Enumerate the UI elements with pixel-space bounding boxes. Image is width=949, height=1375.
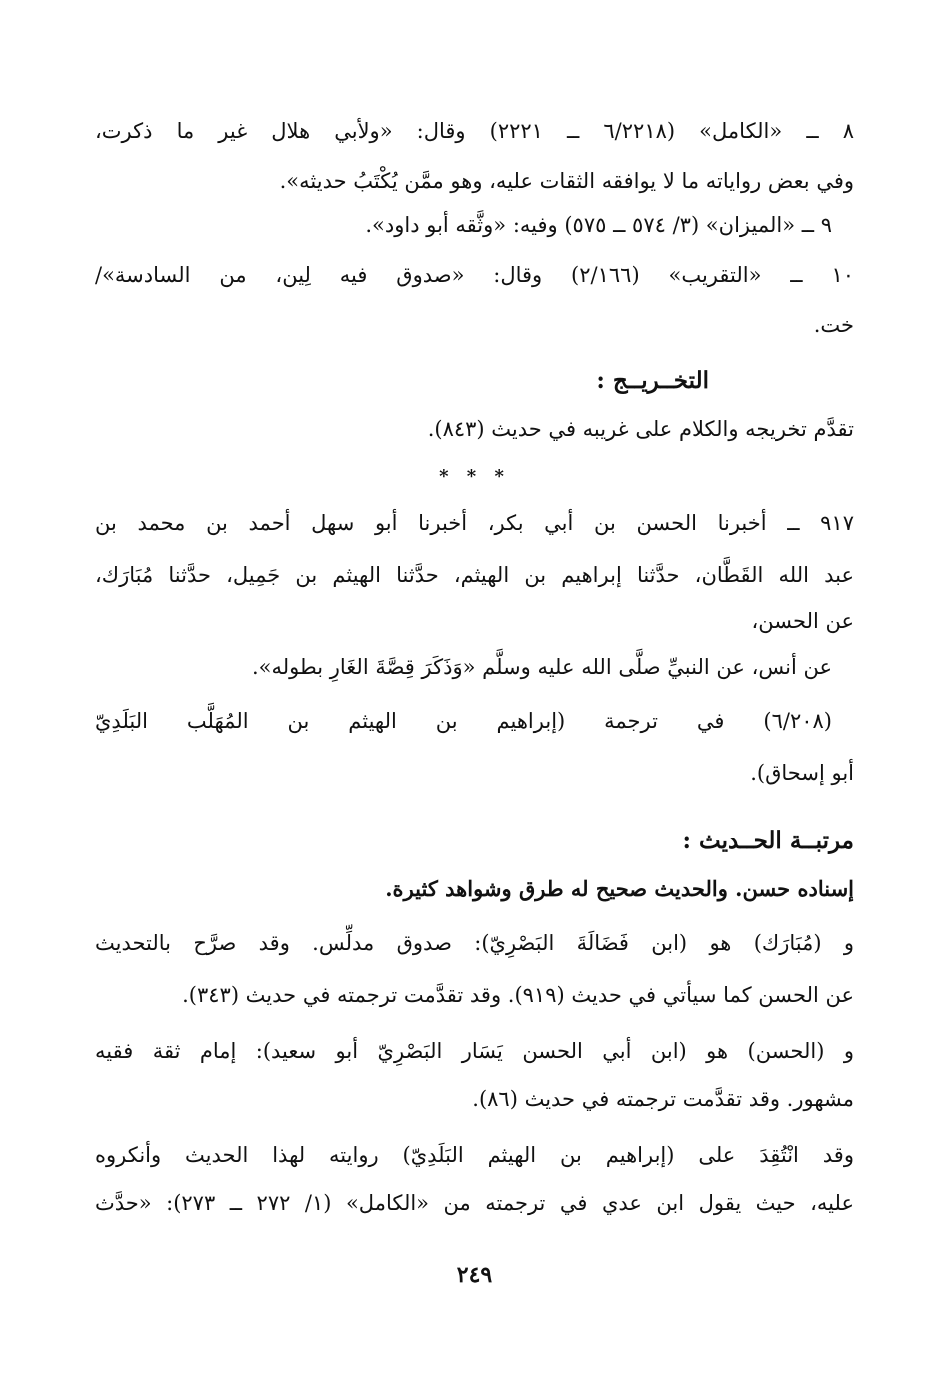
mubarak-line-1: و (مُبَارَك) هو (ابن فَضَالَةَ البَصْرِيّ): صدوق مدلِّس. وقد صرَّح بالتحديث [95,931,854,955]
intiqad-line-2: عليه، حيث يقول ابن عدي في ترجمته من «الكامل» (١/ ٢٧٢ ــ ٢٧٣): «حدَّث [95,1191,854,1215]
takhrij-heading: التخــريــج : [596,367,709,394]
hasan-line-2: مشهور. وقد تقدَّمت ترجمته في حديث (٨٦). [472,1087,854,1111]
note-10-line-2: خت. [813,313,854,337]
hadith-line-6: أبو إسحاق). [750,761,854,785]
hadith-line-3: عن الحسن، [751,609,854,633]
page-number: ٢٤٩ [456,1262,493,1288]
hadith-line-4: عن أنس، عن النبيِّ صلَّى الله عليه وسلَّم «وَذَكَرَ قِصَّةَ الغَارِ بطوله». [251,655,832,679]
hadith-line-1: ٩١٧ ــ أخبرنا الحسن بن أبي بكر، أخبرنا أبو سهل أحمد بن محمد بن [95,511,854,535]
document-page [95,0,854,1375]
note-8-line-1: ٨ ــ «الكامل» (٦/٢٢١٨ ــ ٢٢٢١) وقال: «ولأبي هلال غير ما ذكرت، [95,119,854,143]
intiqad-line-1: وقد انْتُقِدَ على (إبراهيم بن الهيثم البَلَدِيّ) روايته لهذا الحديث وأنكروه [95,1143,854,1167]
note-8-line-2: وفي بعض رواياته ما لا يوافقه الثقات عليه، وهو ممَّن يُكْتَبُ حديثه». [279,169,854,193]
mubarak-line-2: عن الحسن كما سيأتي في حديث (٩١٩). وقد تقدَّمت ترجمته في حديث (٣٤٣). [182,983,854,1007]
takhrij-text: تقدَّم تخريجه والكلام على غريبه في حديث (٨٤٣). [427,417,854,441]
hadith-line-5: (٦/٢٠٨) في ترجمة (إبراهيم بن الهيثم بن المُهَلَّب البَلَدِيّ [95,709,832,733]
hadith-line-2: عبد الله القَطَّان، حدَّثنا إبراهيم بن الهيثم، حدَّثنا الهيثم بن جَمِيل، حدَّثنا مُبَارَك، [95,563,854,587]
hasan-line-1: و (الحسن) هو (ابن أبي الحسن يَسَار البَصْرِيّ أبو سعيد): إمام ثقة فقيه [95,1039,854,1063]
note-10-line-1: ١٠ ــ «التقريب» (٢/١٦٦) وقال: «صدوق فيه لِين، من السادسة»/ [95,263,855,287]
section-separator: * * * [439,466,510,487]
note-9: ٩ ــ «الميزان» (٣/ ٥٧٤ ــ ٥٧٥) وفيه: «وثَّقه أبو داود». [365,213,832,237]
martaba-heading: مرتبــة الحــديث : [682,827,854,854]
martaba-text: إسناده حسن. والحديث صحيح له طرق وشواهد كثيرة. [385,876,854,901]
